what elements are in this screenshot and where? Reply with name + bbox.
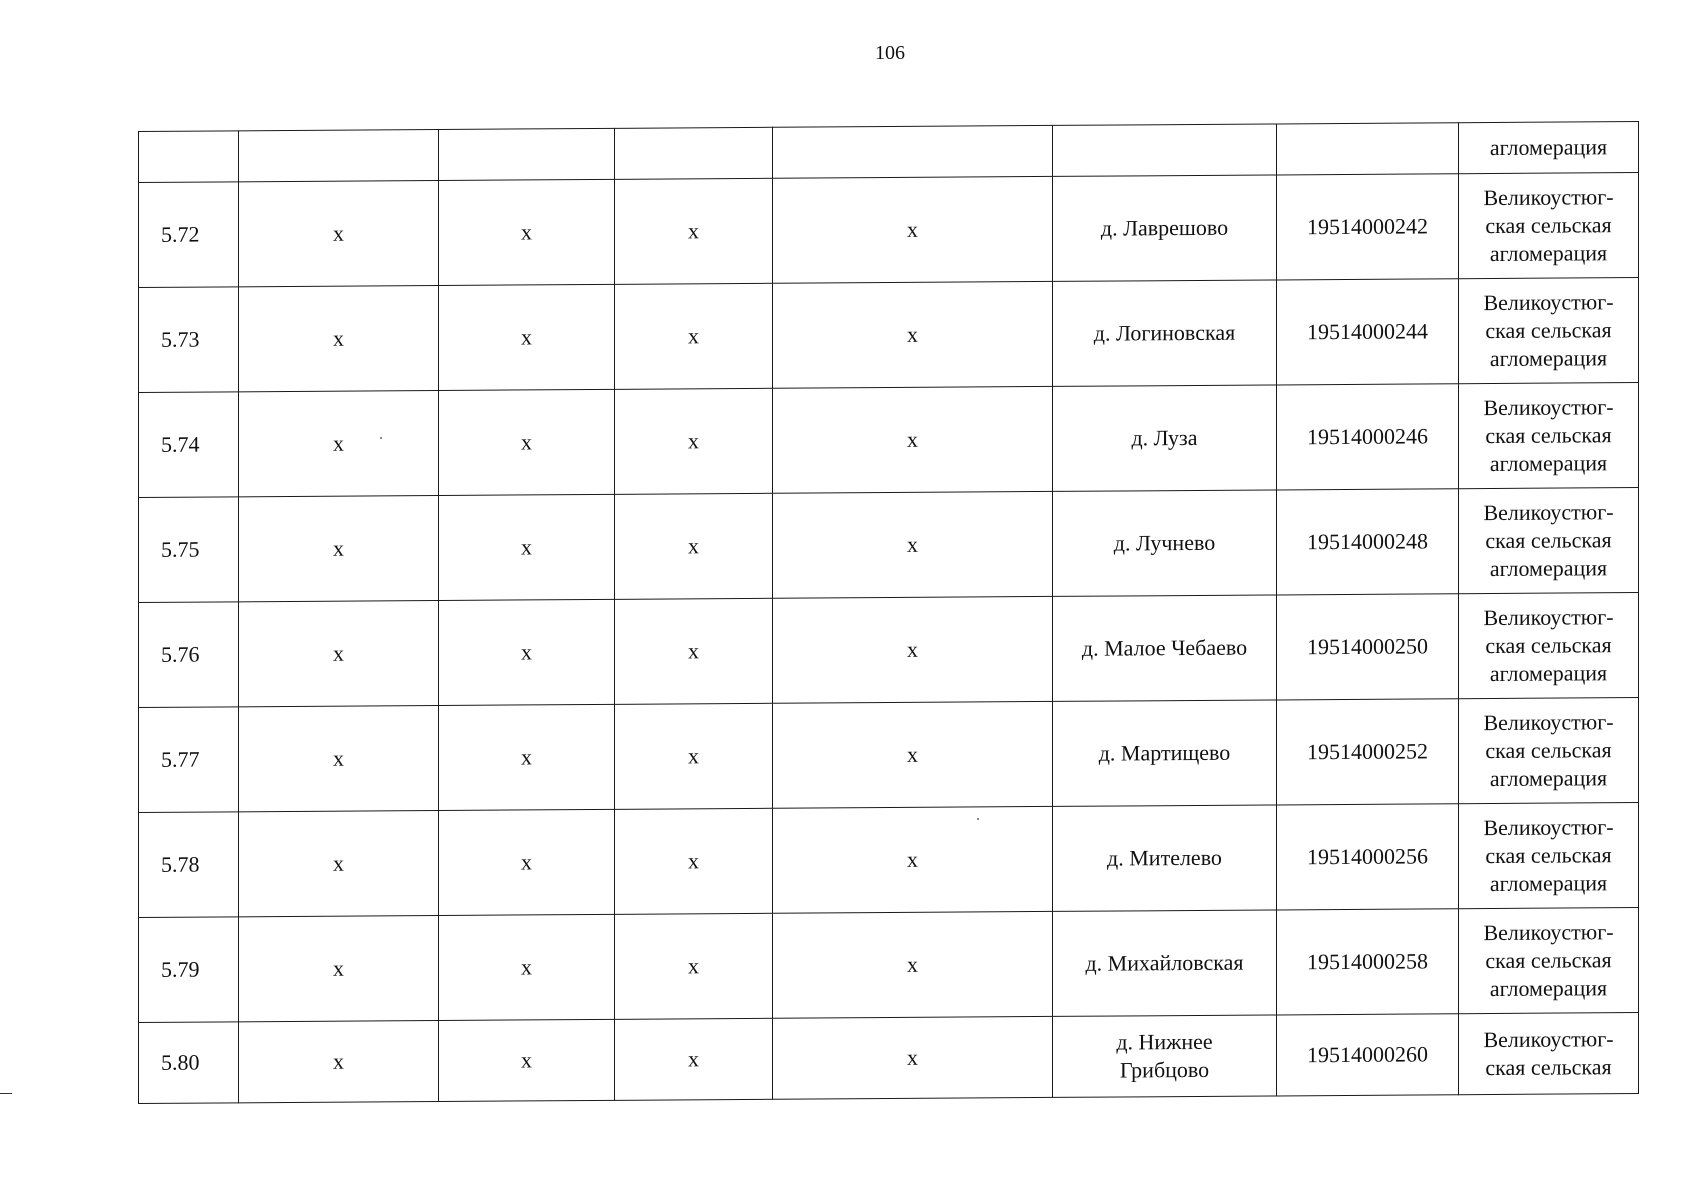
settlement-name-cell [1053, 1015, 1277, 1097]
row-number-cell: 5.79 [139, 917, 239, 1023]
x-mark-cell: x [439, 599, 615, 705]
agglomeration-cell [1459, 1013, 1639, 1095]
oktmo-code-cell: 19514000248 [1277, 489, 1459, 595]
oktmo-code-cell: 19514000242 [1277, 174, 1459, 280]
agglomeration-line: Великоустюг- [1483, 604, 1614, 631]
agglomeration-line: агломерация [1489, 555, 1608, 582]
row-number-cell: 5.72 [139, 182, 239, 288]
x-mark-cell: x [773, 701, 1053, 808]
empty-cell [139, 131, 239, 183]
x-mark-cell: x [439, 284, 615, 390]
x-mark-cell: x [239, 181, 439, 287]
x-mark-cell: x [773, 596, 1053, 703]
x-mark-cell: x [615, 598, 773, 704]
agglomeration-line: ская сельская [1485, 422, 1612, 449]
agglomeration-line: ская сельская [1485, 842, 1612, 869]
agglomeration-line: Великоустюг- [1483, 1026, 1614, 1053]
oktmo-code-cell: 19514000256 [1277, 804, 1459, 910]
settlement-name-cell: д. Логиновская [1053, 280, 1277, 386]
x-mark-cell: x [439, 179, 615, 285]
oktmo-code-cell: 19514000252 [1277, 699, 1459, 805]
table-row [139, 803, 1639, 918]
agglomeration-line: Великоустюг- [1483, 919, 1614, 946]
scan-speck [977, 818, 979, 820]
table-row [139, 278, 1639, 393]
x-mark-cell: x [773, 911, 1053, 1018]
settlement-name-line: д. Нижнее [1116, 1028, 1213, 1055]
settlement-name-line: Грибцово [1119, 1056, 1210, 1083]
x-mark-cell: x [239, 496, 439, 602]
x-mark-cell: x [615, 178, 773, 284]
table-row [139, 1013, 1639, 1104]
x-mark-cell: x [439, 494, 615, 600]
x-mark-cell: x [773, 386, 1053, 493]
agglomeration-line: ская сельская [1485, 317, 1612, 344]
agglomeration-cell [1459, 173, 1639, 279]
table-row [139, 488, 1639, 603]
agglomeration-line: ская сельская [1485, 632, 1612, 659]
x-mark-cell: x [615, 388, 773, 494]
oktmo-code-cell: 19514000260 [1277, 1014, 1459, 1096]
agglomeration-line: Великоустюг- [1483, 184, 1614, 211]
empty-cell [439, 128, 615, 180]
x-mark-cell: x [239, 286, 439, 392]
x-mark-cell: x [239, 1021, 439, 1103]
x-mark-cell: x [239, 811, 439, 917]
agglomeration-line: агломерация [1489, 345, 1608, 372]
agglomeration-cell [1459, 803, 1639, 909]
x-mark-cell: x [615, 913, 773, 1019]
scan-speck [380, 437, 382, 439]
settlement-name-cell: д. Мителево [1053, 805, 1277, 911]
agglomeration-line: ская сельская [1485, 947, 1612, 974]
empty-cell [773, 125, 1053, 178]
empty-cell [1053, 124, 1277, 176]
agglomeration-line: Великоустюг- [1483, 394, 1614, 421]
agglomeration-cell [1459, 383, 1639, 489]
row-number-cell: 5.76 [139, 602, 239, 708]
agglomeration-line: агломерация [1489, 240, 1608, 267]
x-mark-cell: x [773, 176, 1053, 283]
agglomeration-line: ская сельская [1485, 212, 1612, 239]
settlement-name-cell: д. Малое Чебаево [1053, 595, 1277, 701]
agglomeration-line: агломерация [1489, 870, 1608, 897]
oktmo-code-cell: 19514000246 [1277, 384, 1459, 490]
page-number: 106 [875, 42, 905, 64]
x-mark-cell: x [615, 703, 773, 809]
margin-mark [0, 1093, 12, 1094]
x-mark-cell: x [615, 808, 773, 914]
oktmo-code-cell: 19514000258 [1277, 909, 1459, 1015]
table-row [139, 593, 1639, 708]
agglomeration-line: Великоустюг- [1483, 289, 1614, 316]
agglomeration-cell: агломерация [1459, 122, 1639, 174]
agglomeration-line: агломерация [1489, 765, 1608, 792]
row-number-cell: 5.77 [139, 707, 239, 813]
row-number-cell: 5.74 [139, 392, 239, 498]
agglomeration-cell [1459, 908, 1639, 1014]
agglomeration-line: ская сельская [1485, 527, 1612, 554]
x-mark-cell: x [239, 706, 439, 812]
x-mark-cell: x [439, 809, 615, 915]
agglomeration-cell [1459, 278, 1639, 384]
row-number-cell: 5.75 [139, 497, 239, 603]
row-number-cell: 5.78 [139, 812, 239, 918]
agglomeration-cell [1459, 488, 1639, 594]
table-row [139, 908, 1639, 1023]
row-number-cell: 5.80 [139, 1022, 239, 1104]
agglomeration-line: агломерация [1489, 660, 1608, 687]
agglomeration-line: ская сельская [1485, 737, 1612, 764]
agglomeration-cell [1459, 698, 1639, 804]
table-row [139, 383, 1639, 498]
settlement-name-cell: д. Мартищево [1053, 700, 1277, 806]
x-mark-cell: x [239, 916, 439, 1022]
oktmo-code-cell: 19514000244 [1277, 279, 1459, 385]
x-mark-cell: x [239, 601, 439, 707]
x-mark-cell: x [615, 283, 773, 389]
agglomeration-line: ская сельская [1485, 1054, 1612, 1081]
x-mark-cell: x [773, 806, 1053, 913]
agglomeration-line: Великоустюг- [1483, 499, 1614, 526]
settlement-name-cell: д. Лаврешово [1053, 175, 1277, 281]
x-mark-cell: x [239, 391, 439, 497]
x-mark-cell: x [439, 1019, 615, 1101]
oktmo-code-cell: 19514000250 [1277, 594, 1459, 700]
agglomeration-line: агломерация [1489, 975, 1608, 1002]
table-row [139, 698, 1639, 813]
x-mark-cell: x [439, 704, 615, 810]
x-mark-cell: x [439, 914, 615, 1020]
settlement-name-cell: д. Михайловская [1053, 910, 1277, 1016]
x-mark-cell: x [773, 491, 1053, 598]
table-row [139, 173, 1639, 288]
agglomeration-line: Великоустюг- [1483, 814, 1614, 841]
empty-cell [239, 130, 439, 182]
agglomeration-line: агломерация [1489, 450, 1608, 477]
settlement-name-cell: д. Луза [1053, 385, 1277, 491]
x-mark-cell: x [615, 493, 773, 599]
settlements-table [138, 121, 1639, 1104]
x-mark-cell: x [773, 1016, 1053, 1099]
x-mark-cell: x [439, 389, 615, 495]
row-number-cell: 5.73 [139, 287, 239, 393]
empty-cell [615, 127, 773, 179]
agglomeration-line: Великоустюг- [1483, 709, 1614, 736]
x-mark-cell: x [773, 281, 1053, 388]
settlement-name-cell: д. Лучнево [1053, 490, 1277, 596]
x-mark-cell: x [615, 1018, 773, 1100]
agglomeration-cell [1459, 593, 1639, 699]
empty-cell [1277, 123, 1459, 175]
